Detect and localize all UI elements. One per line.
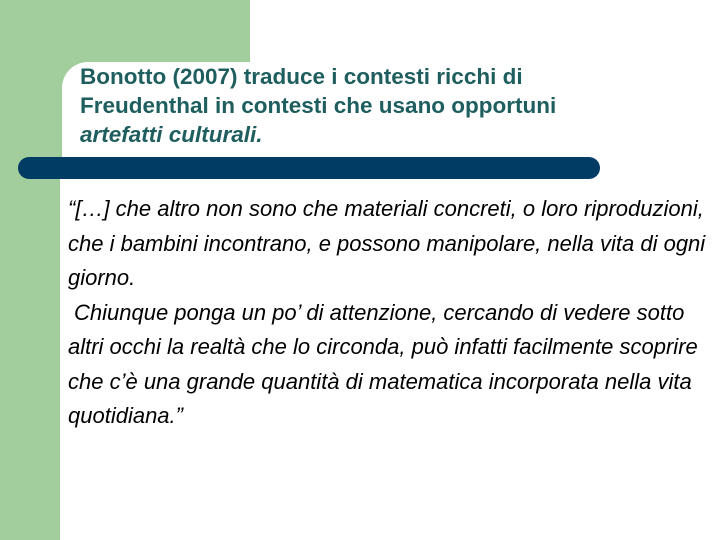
title-line-3-italic: artefatti culturali. <box>80 122 263 147</box>
quote-paragraph-2: Chiunque ponga un po’ di attenzione, cercando di vedere sotto altri occhi la realtà che lo circonda, può infatti facilmente scoprire che c’è una grande quantità di matematica incorporata nella vita quotidiana.” <box>68 299 698 428</box>
slide-title <box>80 62 700 149</box>
title-line-1: Bonotto (2007) traduce i contesti ricchi di <box>80 64 523 89</box>
divider-bar <box>18 157 600 179</box>
title-line-2: Freudenthal in contesti che usano opportuni <box>80 93 557 118</box>
quote-body <box>68 192 708 434</box>
quote-paragraph-1: “[…] che altro non sono che materiali concreti, o loro riproduzioni, che i bambini incontrano, e possono manipolare, nella vita di ogni giorno. <box>68 196 706 290</box>
